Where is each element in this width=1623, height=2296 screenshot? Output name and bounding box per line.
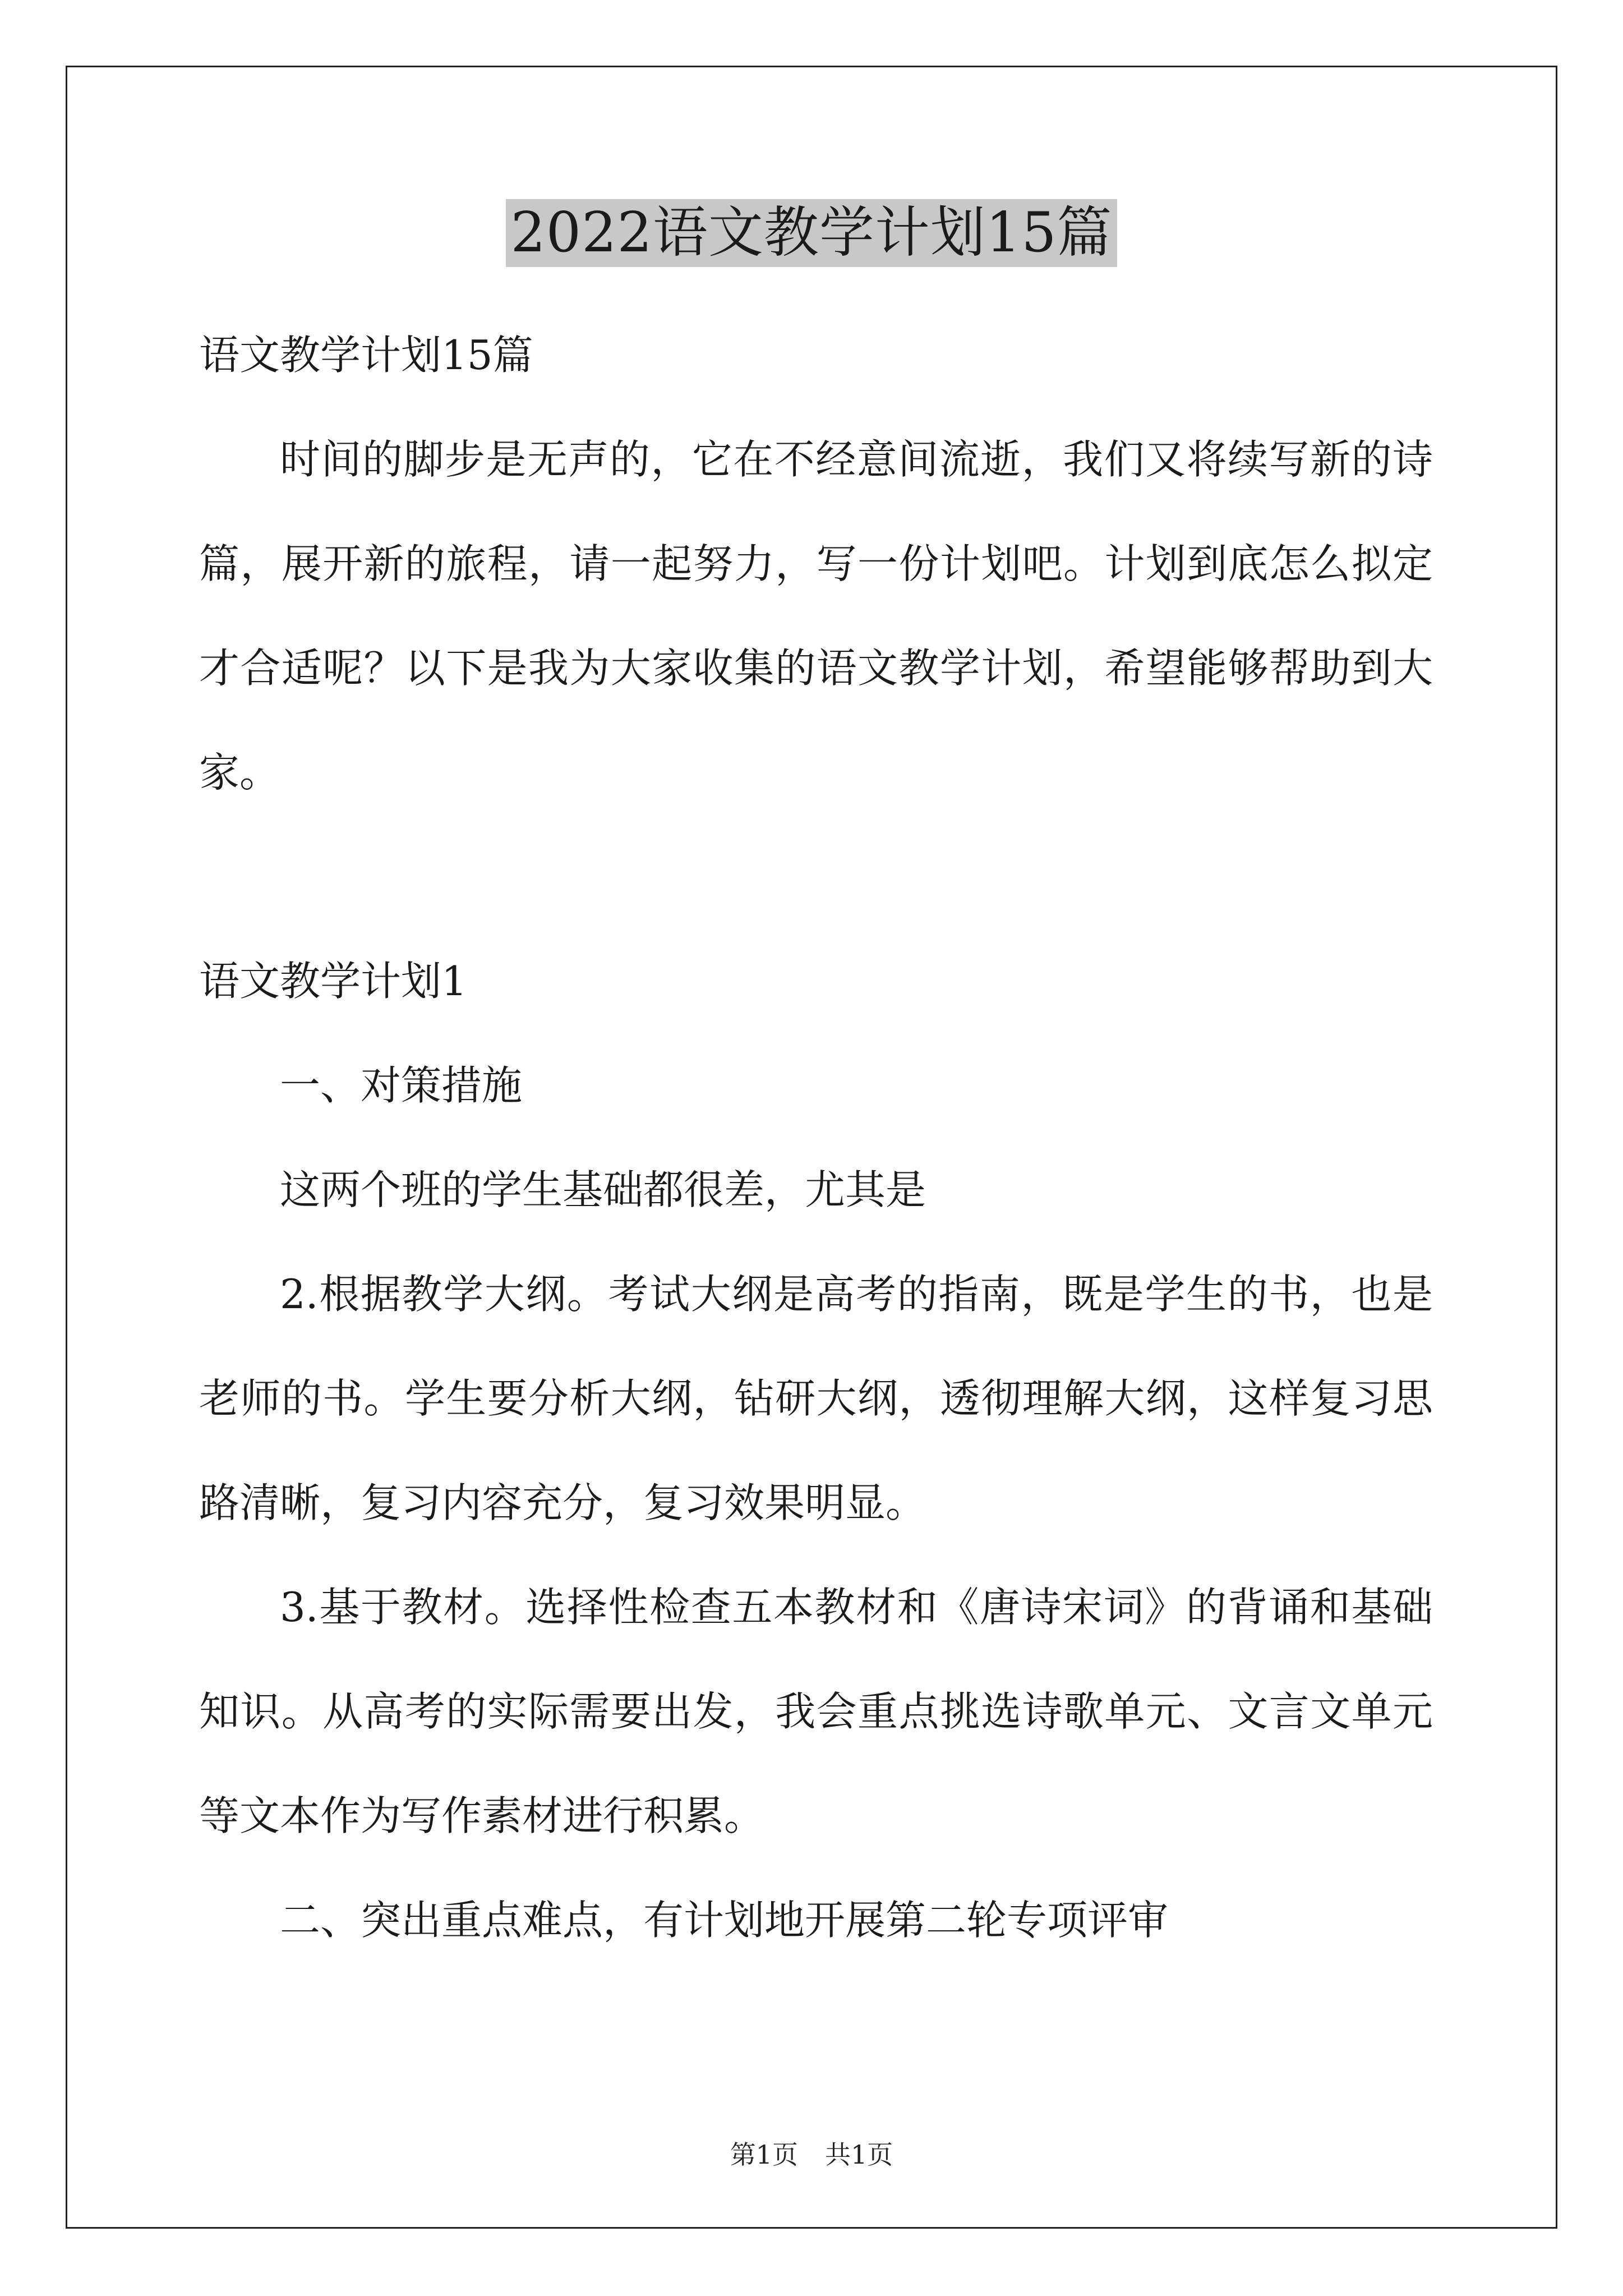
title-container bbox=[0, 199, 1623, 267]
spacer bbox=[199, 825, 1433, 929]
heading-strategies: 一、对策措施 bbox=[280, 1062, 523, 1109]
section-heading: 语文教学计划1 bbox=[199, 958, 467, 1005]
document-title: 2022语文教学计划15篇 bbox=[506, 199, 1117, 267]
page-footer bbox=[0, 2134, 1623, 2171]
page-total: 共1页 bbox=[825, 2139, 893, 2170]
document-body bbox=[199, 303, 1433, 1972]
page-number: 第1页 bbox=[730, 2139, 798, 2170]
intro-paragraph: 时间的脚步是无声的，它在不经意间流逝，我们又将续写新的诗篇，展开新的旅程，请一起努力，写一份计划吧。计划到底怎么拟定才合适呢？以下是我为大家收集的语文教学计划，希望能够帮助到大家。 bbox=[199, 436, 1433, 796]
paragraph-syllabus: 2.根据教学大纲。考试大纲是高考的指南，既是学生的书，也是老师的书。学生要分析大纲，钻研大纲，透彻理解大纲，这样复习思路清晰，复习内容充分，复习效果明显。 bbox=[199, 1271, 1433, 1526]
heading-second-round: 二、突出重点难点，有计划地开展第二轮专项评审 bbox=[280, 1897, 1169, 1944]
paragraph-textbooks: 3.基于教材。选择性检查五本教材和《唐诗宋词》的背诵和基础知识。从高考的实际需要出发，我会重点挑选诗歌单元、文言文单元等文本作为写作素材进行积累。 bbox=[199, 1584, 1433, 1839]
document-subtitle: 语文教学计划15篇 bbox=[199, 332, 533, 379]
paragraph-students: 这两个班的学生基础都很差，尤其是 bbox=[280, 1166, 926, 1213]
